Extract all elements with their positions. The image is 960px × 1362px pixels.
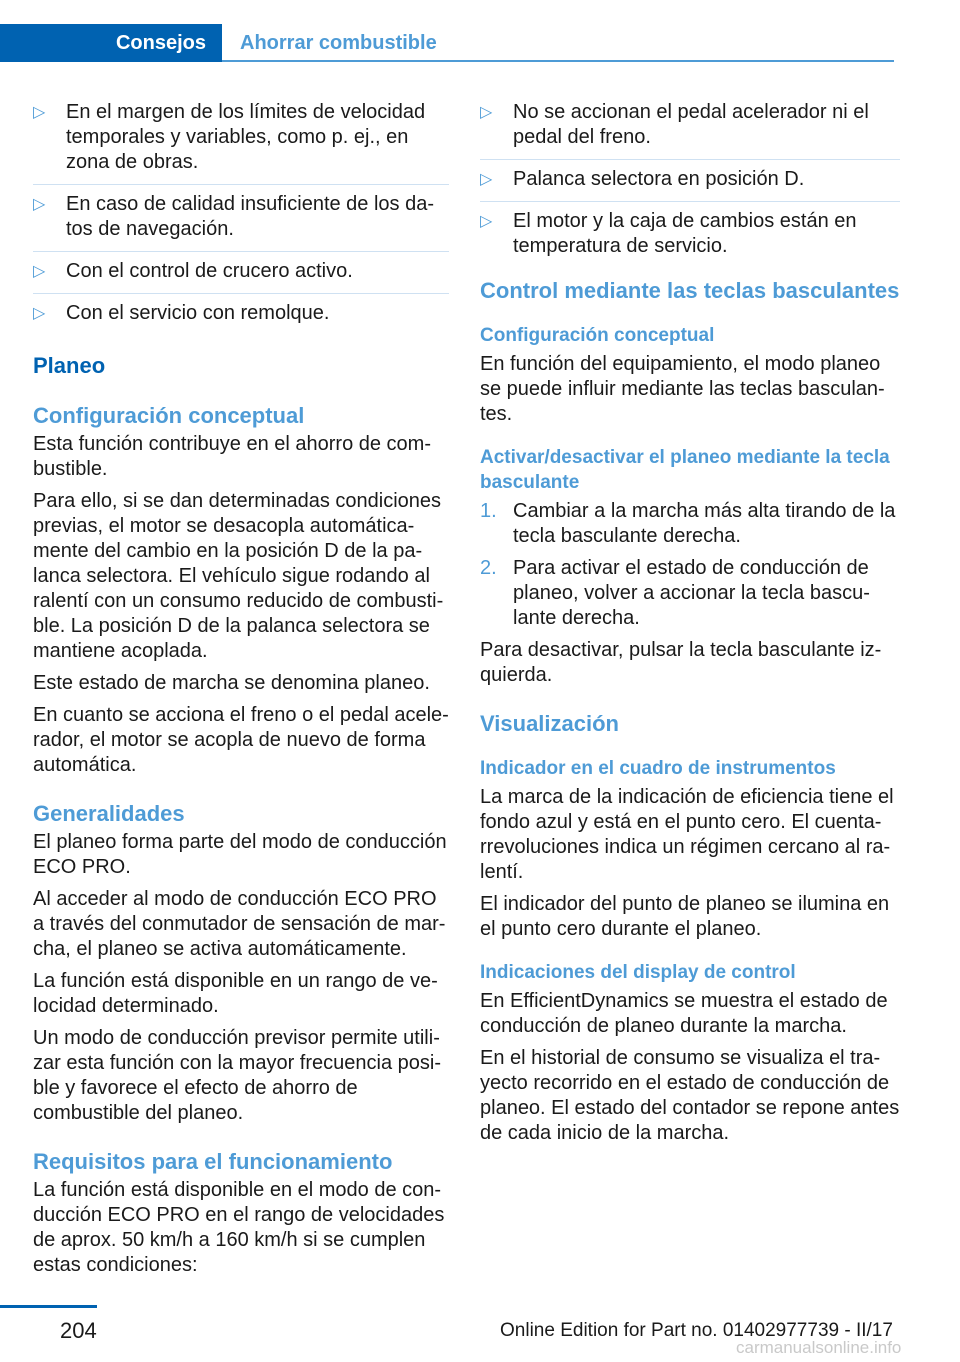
divider xyxy=(33,293,449,294)
list-item: ▷ No se accionan el pedal acelerador ni el pedal del freno. xyxy=(480,101,869,148)
left-column xyxy=(33,100,449,1285)
heading: Configuración conceptual xyxy=(480,325,715,346)
edition-note: Online Edition for Part no. 01402977739 - II/17 xyxy=(500,1320,893,1341)
tab-consejos[interactable]: Consejos xyxy=(0,24,222,62)
paragraph: En función del equipamiento, el modo planeo se puede influir mediante las teclas basculantes. xyxy=(480,353,885,425)
heading: Indicaciones del display de control xyxy=(480,962,796,983)
page-number: 204 xyxy=(60,1318,97,1343)
paragraph: Un modo de conducción previsor permite utilizar esta función con la mayor frecuencia posible y favorece el efecto de ahorro de combustible del planeo. xyxy=(33,1027,441,1124)
header-divider xyxy=(222,60,894,62)
subsection-title: Generalidades xyxy=(33,801,185,826)
footer-divider xyxy=(0,1305,97,1308)
step-number: 2. xyxy=(480,557,497,579)
triangle-bullet-icon: ▷ xyxy=(33,305,46,322)
list-item: 2. Para activar el estado de conducción de planeo, volver a accionar la tecla basculante derecha. xyxy=(480,557,870,629)
divider xyxy=(33,251,449,252)
paragraph: Al acceder al modo de conducción ECO PRO a través del conmutador de sensación de marcha, el planeo se activa automáticamente. xyxy=(33,888,446,960)
triangle-bullet-icon: ▷ xyxy=(480,213,493,230)
right-column xyxy=(480,100,900,1153)
paragraph: Esta función contribuye en el ahorro de combustible. xyxy=(33,433,432,480)
paragraph: El indicador del punto de planeo se ilumina en el punto cero durante el planeo. xyxy=(480,893,890,940)
triangle-bullet-icon: ▷ xyxy=(480,171,493,188)
paragraph: La marca de la indicación de eficiencia tiene el fondo azul y está en el punto cero. El cuentarrevoluciones indica un régimen cercano al ralentí. xyxy=(480,786,894,883)
section-title: Planeo xyxy=(33,353,106,378)
list-item: ▷ Palanca selectora en posición D. xyxy=(480,168,805,190)
list-item: ▷ En caso de calidad insuficiente de los datos de navegación. xyxy=(33,193,435,240)
triangle-bullet-icon: ▷ xyxy=(33,263,46,280)
subsection-title: Control mediante las teclas basculantes xyxy=(480,278,900,303)
divider xyxy=(480,201,900,202)
paragraph: El planeo forma parte del modo de conducción ECO PRO. xyxy=(33,831,447,878)
triangle-bullet-icon: ▷ xyxy=(33,104,46,121)
paragraph: Para ello, si se dan determinadas condiciones previas, el motor se desacopla automáticamente del cambio en la posición D de la palanca selectora. El vehículo sigue rodando al ralentí con un consumo reducido de combustible. La posición D de la palanca selectora se mantiene acoplada. xyxy=(33,490,444,662)
paragraph: En EfficientDynamics se muestra el estado de conducción de planeo durante la marcha. xyxy=(480,990,888,1037)
heading: Activar/desactivar el planeo mediante la tecla basculante xyxy=(480,447,890,493)
list-item: ▷ Con el control de crucero activo. xyxy=(33,260,353,282)
paragraph: Este estado de marcha se denomina planeo. xyxy=(33,672,430,694)
subsection-title: Visualización xyxy=(480,711,619,736)
page-header xyxy=(0,0,960,62)
list-item: ▷ Con el servicio con remolque. xyxy=(33,302,330,324)
paragraph: Para desactivar, pulsar la tecla basculante izquierda. xyxy=(480,639,882,686)
step-number: 1. xyxy=(480,500,497,522)
list-item: ▷ El motor y la caja de cambios están en temperatura de servicio. xyxy=(480,210,857,257)
paragraph: La función está disponible en un rango de velocidad determinado. xyxy=(33,970,438,1017)
tab-ahorrar-combustible[interactable]: Ahorrar combustible xyxy=(240,32,437,54)
divider xyxy=(480,159,900,160)
paragraph: En el historial de consumo se visualiza el trayecto recorrido en el estado de conducción de planeo. El estado del contador se repone antes de cada inicio de la marcha. xyxy=(480,1047,900,1144)
triangle-bullet-icon: ▷ xyxy=(33,196,46,213)
watermark: carmanualsonline.info xyxy=(736,1338,902,1357)
heading: Indicador en el cuadro de instrumentos xyxy=(480,758,836,779)
paragraph: En cuanto se acciona el freno o el pedal acelerador, el motor se acopla de nuevo de forma automática. xyxy=(33,704,449,776)
divider xyxy=(33,184,449,185)
list-item: 1. Cambiar a la marcha más alta tirando de la tecla basculante derecha. xyxy=(480,500,896,547)
paragraph: La función está disponible en el modo de conducción ECO PRO en el rango de velocidades de aprox. 50 km/h a 160 km/h si se cumplen estas condiciones: xyxy=(33,1179,445,1276)
subsection-title: Requisitos para el funcionamiento xyxy=(33,1149,393,1174)
triangle-bullet-icon: ▷ xyxy=(480,104,493,121)
subsection-title: Configuración conceptual xyxy=(33,403,305,428)
list-item: ▷ En el margen de los límites de velocidad temporales y variables, como p. ej., en zona de obras. xyxy=(33,101,426,173)
